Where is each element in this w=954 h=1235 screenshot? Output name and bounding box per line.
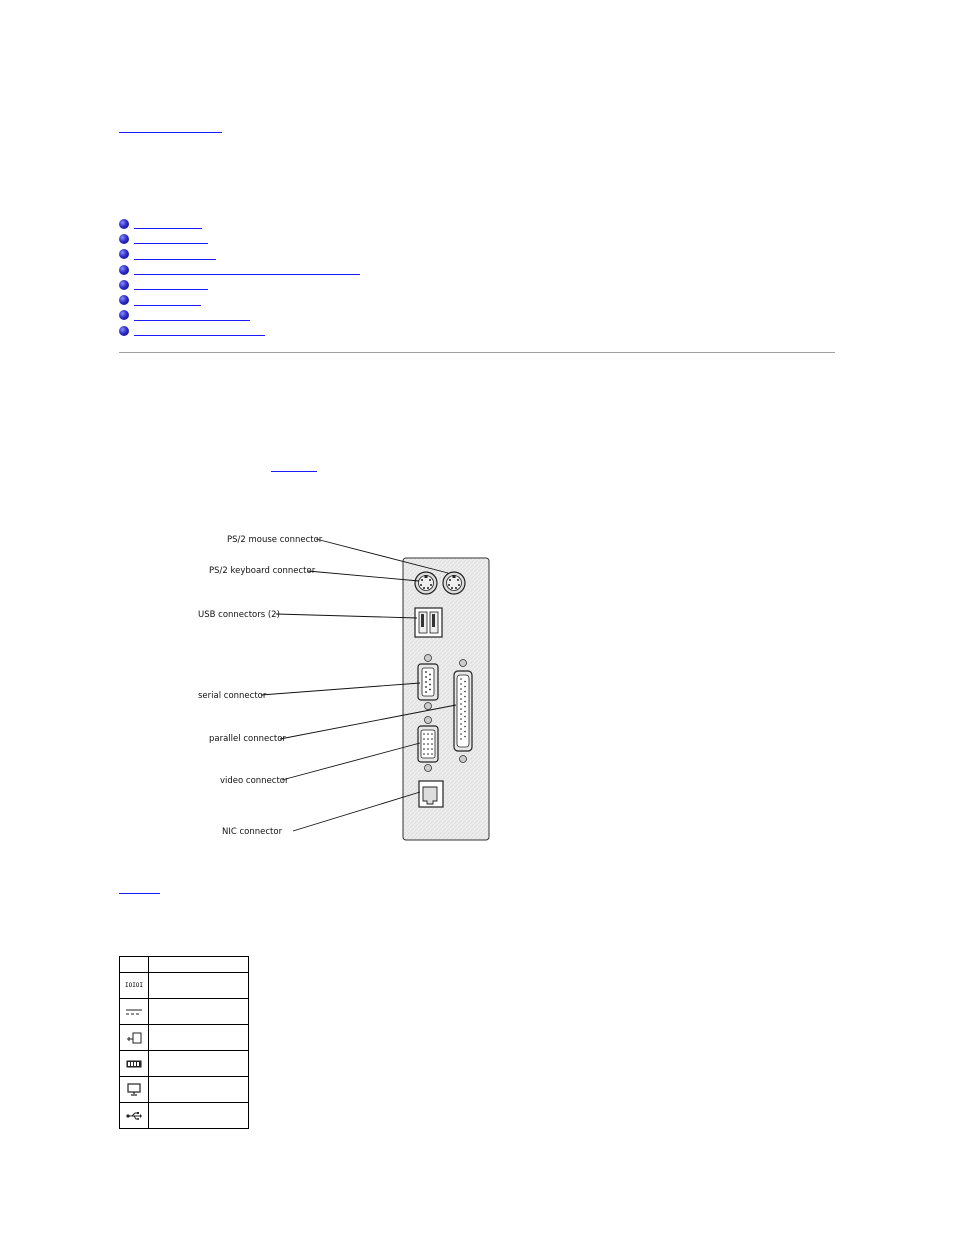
label-serial: serial connector — [198, 691, 267, 701]
icon-cell — [120, 1025, 149, 1051]
toc-link[interactable] — [134, 325, 265, 336]
toc-link[interactable] — [134, 218, 202, 229]
label-nic: NIC connector — [222, 827, 283, 837]
table-row — [120, 1051, 249, 1077]
serial-port-icon — [126, 1009, 142, 1015]
description-cell — [149, 1025, 249, 1051]
usb-ports — [415, 608, 442, 637]
label-ps2-mouse: PS/2 mouse connector — [227, 535, 323, 545]
label-usb: USB connectors (2) — [198, 610, 280, 620]
table-header-row — [120, 957, 249, 973]
bullet-icon — [119, 265, 129, 275]
toc-link[interactable] — [134, 233, 208, 244]
toc-item — [119, 277, 360, 292]
toc-link[interactable] — [134, 279, 208, 290]
toc-item — [119, 247, 360, 262]
label-ps2-keyboard: PS/2 keyboard connector — [209, 566, 316, 576]
toc-item — [119, 262, 360, 277]
bullet-icon — [119, 326, 129, 336]
horizontal-rule — [119, 352, 835, 353]
toc-item — [119, 308, 360, 323]
figure-reference-link[interactable] — [271, 461, 317, 472]
icon-cell — [120, 1051, 149, 1077]
network-port-icon — [126, 1060, 142, 1068]
table-row — [120, 1025, 249, 1051]
bullet-icon — [119, 249, 129, 259]
header-cell-icon — [120, 957, 149, 973]
icon-cell — [120, 1103, 149, 1129]
label-video: video connector — [220, 776, 289, 786]
parallel-port-icon: IOIOI — [124, 982, 144, 990]
top-link[interactable] — [119, 122, 222, 133]
label-parallel: parallel connector — [209, 734, 286, 744]
ps2-mouse-port — [443, 572, 465, 594]
nic-port — [419, 781, 443, 807]
header-cell-description — [149, 957, 249, 973]
table-row — [120, 1077, 249, 1103]
toc-item — [119, 323, 360, 338]
toc-item — [119, 292, 360, 307]
back-panel-figure — [190, 528, 500, 848]
toc-link[interactable] — [134, 295, 201, 306]
back-panel — [403, 558, 489, 840]
description-cell — [149, 973, 249, 999]
toc-item — [119, 231, 360, 246]
back-to-top-link[interactable] — [119, 883, 160, 894]
keyboard-mouse-port-icon — [126, 1032, 142, 1044]
back-panel-illustration — [190, 528, 500, 848]
table-row — [120, 999, 249, 1025]
icon-cell — [120, 973, 149, 999]
description-cell — [149, 1077, 249, 1103]
icon-cell — [120, 1077, 149, 1103]
bullet-icon — [119, 295, 129, 305]
table-row — [120, 1103, 249, 1129]
description-cell — [149, 999, 249, 1025]
bullet-icon — [119, 219, 129, 229]
usb-icon — [126, 1111, 142, 1121]
bullet-icon — [119, 310, 129, 320]
ps2-keyboard-port — [415, 572, 437, 594]
icon-cell — [120, 999, 149, 1025]
description-cell — [149, 1103, 249, 1129]
bullet-icon — [119, 280, 129, 290]
toc-link[interactable] — [134, 264, 360, 275]
bullet-icon — [119, 234, 129, 244]
connector-icon-table — [119, 956, 249, 1129]
monitor-icon — [127, 1083, 141, 1096]
table-row — [120, 973, 249, 999]
toc-link[interactable] — [134, 310, 250, 321]
parallel-port — [454, 660, 472, 763]
toc-link[interactable] — [134, 249, 216, 260]
table-of-contents — [119, 216, 360, 338]
toc-item — [119, 216, 360, 231]
description-cell — [149, 1051, 249, 1077]
